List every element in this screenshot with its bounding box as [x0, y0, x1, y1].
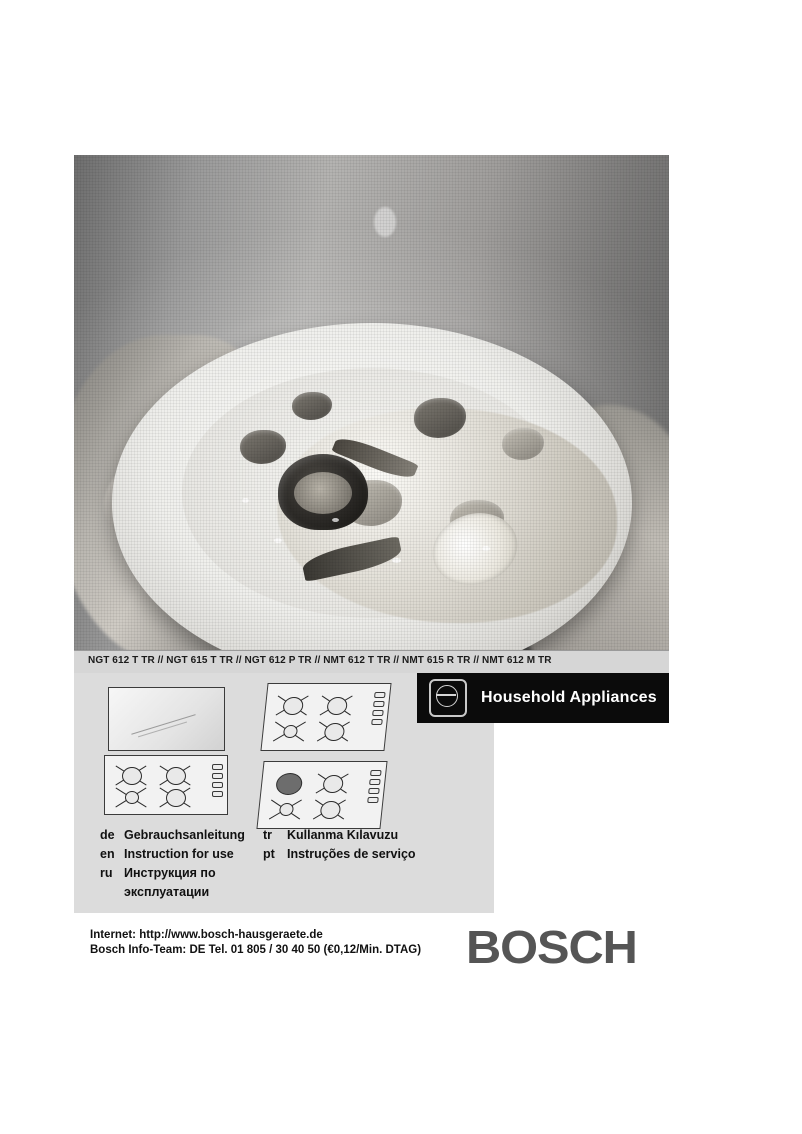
- mussel-shell: [278, 454, 368, 530]
- footer-contact-info: [90, 928, 421, 958]
- language-title: Инструкция по: [124, 866, 216, 880]
- rice-grain: [242, 498, 249, 503]
- language-title: Kullanma Kılavuzu: [287, 828, 399, 842]
- rice-grain: [392, 558, 401, 563]
- language-title: Gebrauchsanleitung: [124, 828, 245, 842]
- hob-gas-illustration: [260, 683, 391, 751]
- language-title: Instruction for use: [124, 847, 234, 861]
- cover-photo: [74, 155, 669, 650]
- food-chunk: [292, 392, 332, 420]
- burner-icon-small: [270, 716, 309, 746]
- brand-division-label: Household Appliances: [481, 689, 657, 706]
- rice-grain: [332, 518, 339, 522]
- language-code: tr: [263, 828, 273, 842]
- food-chunk: [240, 430, 286, 464]
- burner-icon: [314, 716, 353, 746]
- control-knobs: [370, 692, 386, 732]
- footer-infoteam-line: Bosch Info-Team: DE Tel. 01 805 / 30 40 50 (€0,12/Min. DTAG): [90, 944, 422, 956]
- rice-grain: [274, 538, 282, 543]
- photo-highlight: [374, 207, 396, 237]
- language-column-left: [100, 827, 260, 901]
- model-number-list: NGT 612 T TR // NGT 615 T TR // NGT 612 P TR // NMT 612 T TR // NMT 615 R TR // NMT 612 M TR: [88, 655, 552, 666]
- language-title-continuation: эксплуатации: [124, 885, 210, 899]
- burner-icon: [310, 794, 349, 824]
- hob-four-burner-illustration: [104, 755, 228, 815]
- lid-glint: [131, 714, 195, 734]
- bosch-wordmark: BOSCH: [466, 921, 637, 973]
- plate-inner-rim: [182, 368, 562, 618]
- language-code: pt: [263, 847, 275, 861]
- language-title: Instruções de serviço: [287, 847, 416, 861]
- control-knobs: [212, 764, 224, 804]
- hob-mixed-illustration: [256, 761, 387, 829]
- burner-icon-small: [113, 782, 149, 812]
- language-code: ru: [100, 866, 113, 880]
- brand-logo-box: [417, 673, 669, 723]
- burner-icon: [157, 782, 193, 812]
- language-code: en: [100, 847, 115, 861]
- rice-grain: [482, 546, 490, 551]
- bosch-anchor-icon: [429, 679, 467, 717]
- control-knobs: [366, 770, 382, 810]
- language-code: de: [100, 828, 115, 842]
- footer-internet-line: Internet: http://www.bosch-hausgeraete.de: [90, 929, 323, 941]
- hob-lid-illustration: [108, 687, 225, 751]
- language-column-right: [263, 827, 416, 863]
- burner-icon-small: [266, 794, 305, 824]
- model-number-band: [74, 650, 669, 674]
